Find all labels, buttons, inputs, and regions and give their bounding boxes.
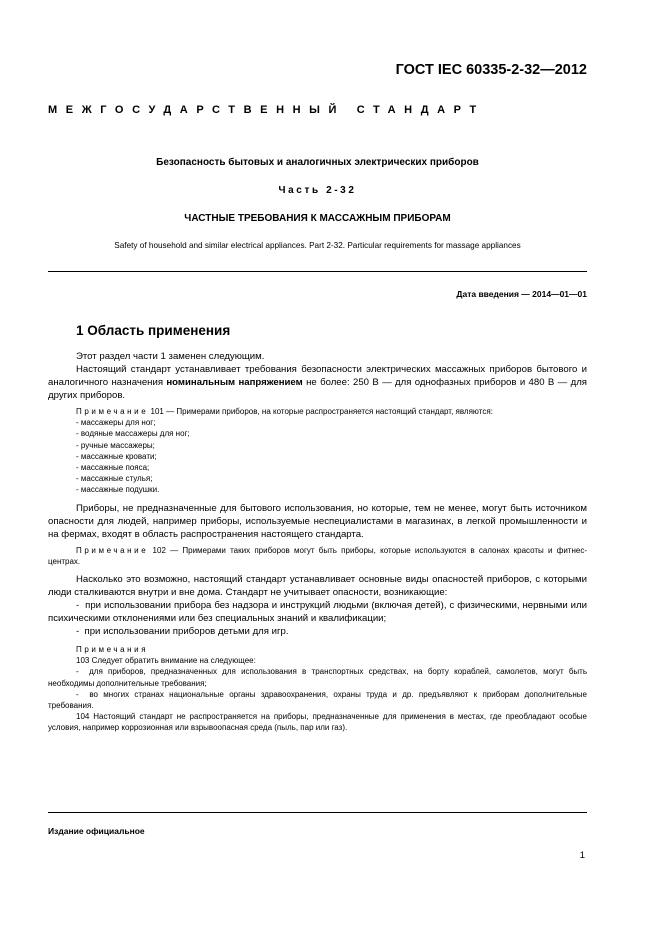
hazard-item-2-text: при использовании приборов детьми для игр. <box>84 626 289 638</box>
note-101-text: 101 — Примерами приборов, на которые распространяется настоящий стандарт, являются: <box>148 407 493 416</box>
title-divider <box>48 271 587 272</box>
paragraph-4: Насколько это возможно, настоящий стандарт устанавливает основные виды опасностей приборов, с которыми люди сталкиваются внутри и вне дома. Стандарт не учитывает опасности, возникающие: <box>48 574 587 599</box>
gost-code: ГОСТ IEC 60335-2-32—2012 <box>395 62 587 78</box>
note-102-label: Примечание <box>76 545 149 555</box>
title-line-3: ЧАСТНЫЕ ТРЕБОВАНИЯ К МАССАЖНЫМ ПРИБОРАМ <box>184 213 451 224</box>
title-part <box>48 185 587 196</box>
footer-divider <box>48 812 587 813</box>
section-heading: 1 Область применения <box>76 323 231 338</box>
note-102-text: 102 — Примерами таких приборов могут быть приборы, которые используются в салонах красоты и фитнес-центрах. <box>48 545 587 566</box>
list-item: - массажеры для ног; <box>76 417 587 428</box>
term-rated-voltage: номинальным напряжением <box>166 377 303 388</box>
note-103-item-2: - во многих странах национальные органы здравоохранения, охраны труда и др. предъявляют к приборам дополнительные требования. <box>48 689 588 711</box>
hazard-item-1-text: при использовании прибора без надзора и инструкций людьми (включая детей), с физическими, нервными или психическими отклонениями или без специальных знаний и квалификации; <box>48 600 587 625</box>
note-101-list <box>48 417 587 495</box>
list-item: - массажные стулья; <box>76 473 587 484</box>
list-item: - массажные пояса; <box>76 462 587 473</box>
paragraph-3: Приборы, не предназначенные для бытового использования, но которые, тем не менее, могут быть источником опасности для людей, например приборы, используемые неспециалистами в магазинах, в легкой промышленности и на фермах, входят в область распространения настоящего стандарта. <box>48 502 587 540</box>
note-102 <box>48 545 587 567</box>
edition-label: Издание официальное <box>48 826 145 836</box>
title-line-1: Безопасность бытовых и аналогичных электрических приборов <box>156 157 479 168</box>
note-103: 103 Следует обратить внимание на следующее: <box>76 656 256 666</box>
standard-type-heading: МЕЖГОСУДАРСТВЕННЫЙ СТАНДАРТ <box>48 104 485 116</box>
note-103-item-1: - для приборов, предназначенных для использования в транспортных средствах, на борту кораблей, самолетов, могут быть необходимы дополнительные требования; <box>48 667 588 688</box>
hazard-item-1: - при использовании прибора без надзора и инструкций людьми (включая детей), с физическими, нервными или психическими отклонениями или без специальных знаний и квалификации; <box>48 600 587 625</box>
intro-date: Дата введения — 2014—01—01 <box>456 289 587 299</box>
list-item: - массажные подушки. <box>76 484 587 495</box>
paragraph-2-start: Настоящий стандарт устанавливает требования безопасности электрических массажных приборов бытового и аналогичного назначения <box>48 364 587 388</box>
note-104: 104 Настоящий стандарт не распространяется на приборы, предназначенные для применения в местах, где преобладают особые условия, например коррозионная или взрывоопасная среда (пыль, пар или газ). <box>48 712 587 733</box>
note-101-label: Примечание <box>76 407 149 416</box>
paragraph-1: Этот раздел части 1 заменен следующим. <box>76 351 265 362</box>
section-body <box>48 350 587 734</box>
list-item: - ручные массажеры; <box>76 440 587 451</box>
notes-label-text: Примечания <box>76 645 149 655</box>
paragraph-2-end: не более: 250 В — для однофазных приборов и 480 В — для других приборов. <box>48 377 587 401</box>
note-101 <box>48 406 587 417</box>
page-number: 1 <box>579 850 585 861</box>
note-103-item-1-text: для приборов, предназначенных для использования в транспортных средствах, на борту кораблей, самолетов, могут быть необходимы дополнительные требования; <box>48 667 588 688</box>
title-english: Safety of household and similar electrical appliances. Part 2-32. Particular requirements for massage appliances <box>114 241 521 250</box>
hazard-item-2: - при использовании приборов детьми для игр. <box>76 626 289 638</box>
notes-label <box>48 644 587 655</box>
paragraph-2 <box>48 363 587 402</box>
part-label: Часть 2-32 <box>278 185 357 196</box>
list-item: - водяные массажеры для ног; <box>76 428 587 439</box>
note-103-item-2-text: во многих странах национальные органы здравоохранения, охраны труда и др. предъявляют к приборам дополнительные требования. <box>48 689 588 711</box>
list-item: - массажные кровати; <box>76 451 587 462</box>
